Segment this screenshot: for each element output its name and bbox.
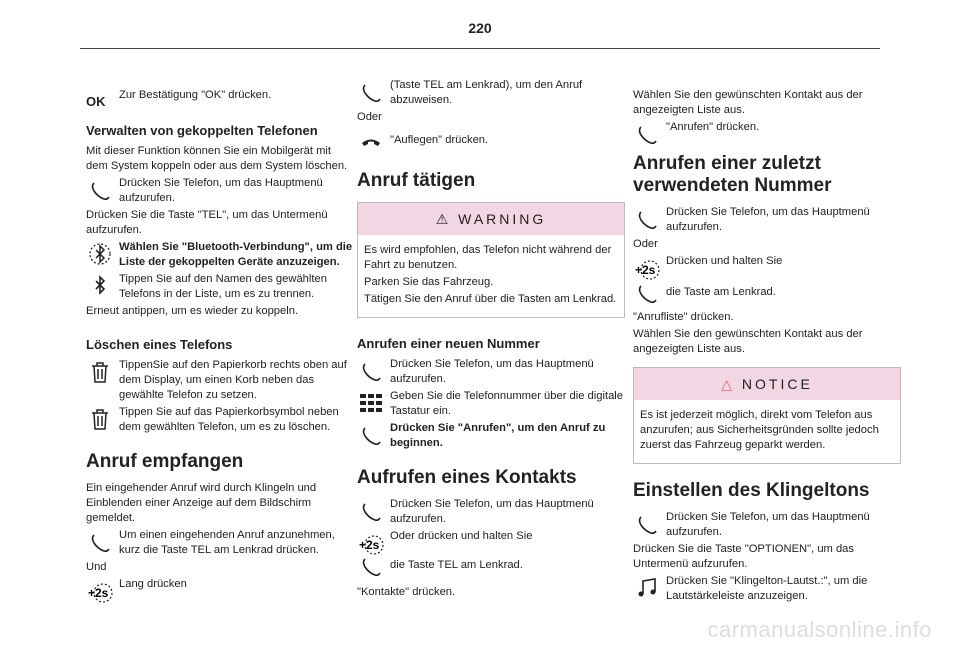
svg-text:+2s: +2s xyxy=(635,263,656,277)
step xyxy=(357,529,625,552)
step xyxy=(633,510,901,540)
heading-new-number: Anrufen einer neuen Nummer xyxy=(357,336,540,351)
step-text: Zur Bestätigung "OK" drücken. xyxy=(119,89,272,101)
paragraph: "Kontakte" drücken. xyxy=(357,586,456,598)
watermark: carmanualsonline.info xyxy=(707,617,932,642)
step xyxy=(633,254,901,277)
step-text: Tippen Sie auf den Namen des gewählten Telefons in der Liste, um es zu trennen. xyxy=(119,273,327,300)
paragraph: "Anrufliste" drücken. xyxy=(633,311,734,323)
step-text: Drücken Sie Telefon, um das Hauptmenü aufzurufen. xyxy=(390,358,594,385)
phone-icon xyxy=(633,279,661,307)
step-text: Drücken Sie Telefon, um das Hauptmenü aufzurufen. xyxy=(666,206,870,233)
heading-receive-call: Anruf empfangen xyxy=(86,451,244,472)
steering-button-icon xyxy=(633,254,661,282)
notice-header xyxy=(634,368,900,400)
paragraph: Drücken Sie die Taste "OPTIONEN", um das Untermenü aufzurufen. xyxy=(633,543,855,570)
step xyxy=(357,357,625,387)
step-text: Drücken Sie Telefon, um das Hauptmenü aufzurufen. xyxy=(390,498,594,525)
step-text: Drücken Sie Telefon, um das Hauptmenü aufzurufen. xyxy=(119,177,323,204)
paragraph: Wählen Sie den gewünschten Kontakt aus der angezeigten Liste aus. xyxy=(633,89,863,116)
paragraph: Ein eingehender Anruf wird durch Klingeln und Einblenden einer Anzeige auf dem Bildschirm gemeldet. xyxy=(86,482,317,524)
phone-icon xyxy=(633,120,661,148)
step-text: (Taste TEL am Lenkrad), um den Anruf abzuweisen. xyxy=(390,79,583,106)
phone-icon xyxy=(357,421,385,449)
step-text: "Auflegen" drücken. xyxy=(390,134,489,146)
notice-body xyxy=(634,400,900,463)
step xyxy=(357,497,625,527)
notice-box xyxy=(633,367,901,464)
column-3 xyxy=(633,78,901,606)
heading-recent-number: Anrufen einer zuletzt verwendeten Nummer xyxy=(633,153,832,196)
notice-title: NOTICE xyxy=(741,376,813,392)
step-text: Geben Sie die Telefonnummer über die digitale Tastatur ein. xyxy=(390,390,624,417)
step xyxy=(357,552,625,573)
paragraph: Erneut antippen, um es wieder zu koppeln. xyxy=(86,305,299,317)
step xyxy=(86,405,354,435)
step-text: Oder drücken und halten Sie xyxy=(390,530,533,542)
step xyxy=(86,528,354,558)
warning-header xyxy=(358,203,624,235)
heading-contact: Aufrufen eines Kontakts xyxy=(357,467,577,488)
phone-icon xyxy=(357,497,385,525)
step xyxy=(633,279,901,300)
step xyxy=(86,240,354,270)
step xyxy=(86,176,354,206)
paragraph: Oder xyxy=(357,111,382,123)
phone-icon xyxy=(357,357,385,385)
step xyxy=(357,421,625,451)
paragraph: Oder xyxy=(633,238,658,250)
phone-icon xyxy=(86,528,114,556)
page-number: 220 xyxy=(468,20,492,36)
step xyxy=(633,205,901,235)
warning-box xyxy=(357,202,625,318)
svg-text:+2s: +2s xyxy=(359,538,380,552)
ok-icon: OK xyxy=(86,94,106,109)
step-text: TippenSie auf den Papierkorb rechts oben auf dem Display, um einen Korb neben das gewählte Telefon zu setzen. xyxy=(119,359,347,401)
phone-icon xyxy=(86,176,114,204)
music-note-icon xyxy=(633,574,661,602)
header-rule xyxy=(80,48,880,49)
phone-icon xyxy=(633,510,661,538)
step xyxy=(633,120,901,135)
step-text: Drücken und halten Sie xyxy=(666,255,783,267)
step-text: Lang drücken xyxy=(119,578,187,590)
svg-text:+2s: +2s xyxy=(88,586,109,600)
step xyxy=(357,389,625,419)
warning-text: Tätigen Sie den Anruf über die Tasten am Lenkrad. xyxy=(364,293,617,305)
step-text: Drücken Sie Telefon, um das Hauptmenü aufzurufen. xyxy=(666,511,870,538)
heading-ringtone: Einstellen des Klingeltons xyxy=(633,480,870,501)
paragraph: Drücken Sie die Taste "TEL", um das Untermenü aufzurufen. xyxy=(86,209,328,236)
step xyxy=(357,127,625,148)
step-text: Wählen Sie "Bluetooth-Verbindung", um die Liste der gekoppelten Geräte anzuzeigen. xyxy=(119,241,353,268)
heading-delete-phone: Löschen eines Telefons xyxy=(86,337,233,352)
bluetooth-icon xyxy=(86,272,114,300)
warning-text: Es wird empfohlen, das Telefon nicht während der Fahrt zu benutzen. xyxy=(364,244,612,271)
step-text: Um einen eingehenden Anruf anzunehmen, kurz die Taste TEL am Lenkrad drücken. xyxy=(119,529,335,556)
warning-triangle-icon: ⚠ xyxy=(435,211,452,227)
column-1 xyxy=(86,78,354,600)
hang-up-icon xyxy=(357,127,385,155)
column-2 xyxy=(357,78,625,602)
phone-icon xyxy=(357,552,385,580)
notice-triangle-icon: △ xyxy=(721,376,735,392)
phone-icon xyxy=(357,78,385,106)
paragraph: Mit dieser Funktion können Sie ein Mobilgerät mit dem System koppeln oder aus dem System löschen. xyxy=(86,145,348,172)
warning-text: Parken Sie das Fahrzeug. xyxy=(364,276,494,288)
notice-text: Es ist jederzeit möglich, direkt vom Telefon aus anzurufen; aus Sicherheitsgründen sollte jedoch zuerst das Fahrzeug geparkt werden. xyxy=(640,409,879,451)
step xyxy=(86,272,354,302)
step-text: Drücken Sie "Klingelton-Lautst.:", um die Lautstärkeleiste anzuzeigen. xyxy=(666,575,868,602)
trash-icon xyxy=(86,358,114,386)
step-text: die Taste am Lenkrad. xyxy=(666,286,776,298)
step-text: "Anrufen" drücken. xyxy=(666,121,760,133)
step-text: die Taste TEL am Lenkrad. xyxy=(390,559,523,571)
step xyxy=(86,577,354,600)
step xyxy=(86,358,354,403)
step xyxy=(633,574,901,604)
step xyxy=(357,78,625,108)
warning-body xyxy=(358,235,624,317)
paragraph: Und xyxy=(86,561,107,573)
step-text: Drücken Sie "Anrufen", um den Anruf zu beginnen. xyxy=(390,422,606,449)
trash-icon xyxy=(86,405,114,433)
keypad-icon xyxy=(357,389,385,417)
heading-make-call: Anruf tätigen xyxy=(357,170,476,191)
phone-icon xyxy=(633,205,661,233)
step-ok xyxy=(86,78,354,109)
heading-paired-phones: Verwalten von gekoppelten Telefonen xyxy=(86,123,318,138)
steering-button-icon xyxy=(86,577,114,605)
paragraph: Wählen Sie den gewünschten Kontakt aus der angezeigten Liste aus. xyxy=(633,328,863,355)
bluetooth-icon xyxy=(86,240,114,268)
step-text: Tippen Sie auf das Papierkorbsymbol neben dem gewählten Telefon, um es zu löschen. xyxy=(119,406,339,433)
warning-title: WARNING xyxy=(458,211,547,227)
